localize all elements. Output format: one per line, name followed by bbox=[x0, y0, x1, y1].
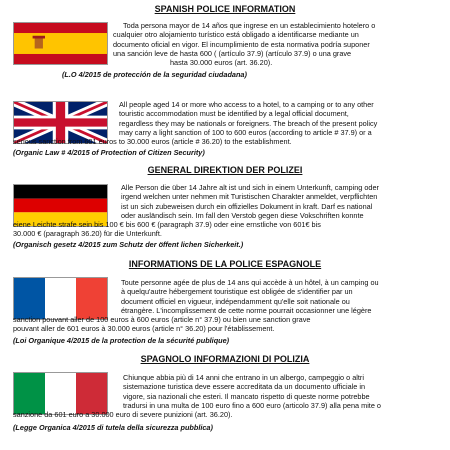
section-heading-german: GENERAL DIREKTION DER POLIZEI bbox=[147, 165, 303, 175]
law-reference-english: (Organic Law # 4/2015 of Protection of Citizen Security) bbox=[13, 148, 205, 157]
section-heading-french: INFORMATIONS DE LA POLICE ESPAGNOLE bbox=[128, 259, 322, 269]
law-reference-german: (Organisch gesetz 4/2015 zum Schutz der öffent lichen Sicherkeit.) bbox=[13, 240, 244, 249]
text-line: sistemazione turistica deve essere accreditata da un documento ufficiale in bbox=[123, 382, 366, 392]
law-reference-spanish: (L.O 4/2015 de protección de la seguridad ciudadana) bbox=[62, 70, 247, 79]
text-line: étrangère. L'incomplissement de cette norme pourrait occasionner une légère bbox=[121, 305, 372, 315]
text-line: vigore, sia nazionali che esteri. Il mancato rispetto di queste norme potrebbe bbox=[123, 391, 370, 401]
text-line: Toda persona mayor de 14 años que ingrese en un establecimiento hotelero o bbox=[123, 21, 376, 30]
text-line: à quelqu'autre hébergement touristique est obligée de s'identifier par un bbox=[121, 287, 353, 297]
text-line: oder ausländisch sein. Im fall den Verstob gegen diese Vokschriften konnte bbox=[121, 210, 364, 220]
text-line: sanzione da 601 euro a 30.000 euro di severe punizioni (art. 36.20). bbox=[13, 410, 233, 420]
text-line: irgend welchen unter nehmen mit Turistischen Charakter anmeldet, verpflichten bbox=[121, 192, 378, 202]
text-line: ist un sich zubeweisen durch ein offizielles Dokument in kraft. Darf es national bbox=[121, 201, 373, 211]
paragraph-italian bbox=[0, 373, 424, 419]
paragraph-spanish bbox=[0, 21, 424, 67]
text-line: eiene Leichte strafe sein bis 100 € bis 600 € (paragraph 37.9) oder eine ernstliche von 601€ bis bbox=[13, 220, 321, 230]
text-line: regardless they may be nationals or foreigners. The breach of the present policy bbox=[119, 118, 378, 128]
text-line: sanction pouvant aller de 100 euros à 600 euros (article n° 37.9) ou bien une sanction grave bbox=[13, 315, 311, 325]
text-line: Chiunque abbia più di 14 anni che entrano in un albergo, campeggio o altri bbox=[123, 373, 364, 382]
text-line: 30.000 € (paragraph 36.20) für die Unterkunft. bbox=[13, 229, 162, 239]
paragraph-french bbox=[0, 278, 424, 334]
section-heading-spanish: SPANISH POLICE INFORMATION bbox=[154, 4, 296, 14]
text-line: hasta 30.000 euros (art. 36.20). bbox=[170, 58, 273, 68]
law-reference-french: (Loi Organique 4/2015 de la protection de la sécurité publique) bbox=[13, 336, 230, 345]
text-line: cualquier otro alojamiento turístico está obligado a identificarse mediante un bbox=[113, 30, 359, 40]
text-line: Toute personne agée de plus de 14 ans qui accède à un hôtel, à un camping ou bbox=[121, 278, 379, 287]
text-line: documento oficial en vigor. El incumplimiento de esta normativa podría suponer bbox=[113, 39, 370, 49]
text-line: document officiel en vigueur, indépendamment qu'elle soit nationale ou bbox=[121, 296, 350, 306]
text-line: touristic accommodation must be identified by a legal official document, bbox=[119, 109, 349, 119]
section-heading-italian: SPAGNOLO INFORMAZIONI DI POLIZIA bbox=[140, 354, 310, 364]
text-line: may carry a light sanction of 100 to 600 euros (according to article # 37.9) or a bbox=[119, 127, 372, 137]
law-reference-italian: (Legge Organica 4/2015 di tutela della sicurezza pubblica) bbox=[13, 423, 213, 432]
text-line: All people aged 14 or more who access to a hotel, to a camping or to any other bbox=[119, 100, 374, 109]
paragraph-german bbox=[0, 183, 424, 239]
text-line: serious sanction from 601 euros to 30.000 euros (article # 36.20) to the establishment. bbox=[13, 137, 292, 147]
text-line: Alle Person die über 14 Jahre alt ist und sich in einem Unterkunft, camping oder bbox=[121, 183, 379, 192]
paragraph-english bbox=[0, 100, 424, 146]
text-line: una sanción leve de hasta 600 ( (artículo 37.9) (artículo 37.9) o una grave bbox=[113, 48, 352, 58]
text-line: pouvant aller de 601 euros à 30.000 euros (article n° 36.20) pour l'établissement. bbox=[13, 324, 275, 334]
text-line: tradursi in una multa de 100 euro fino a 600 euro (articolo 37.9) alla pena mite o bbox=[123, 400, 381, 410]
